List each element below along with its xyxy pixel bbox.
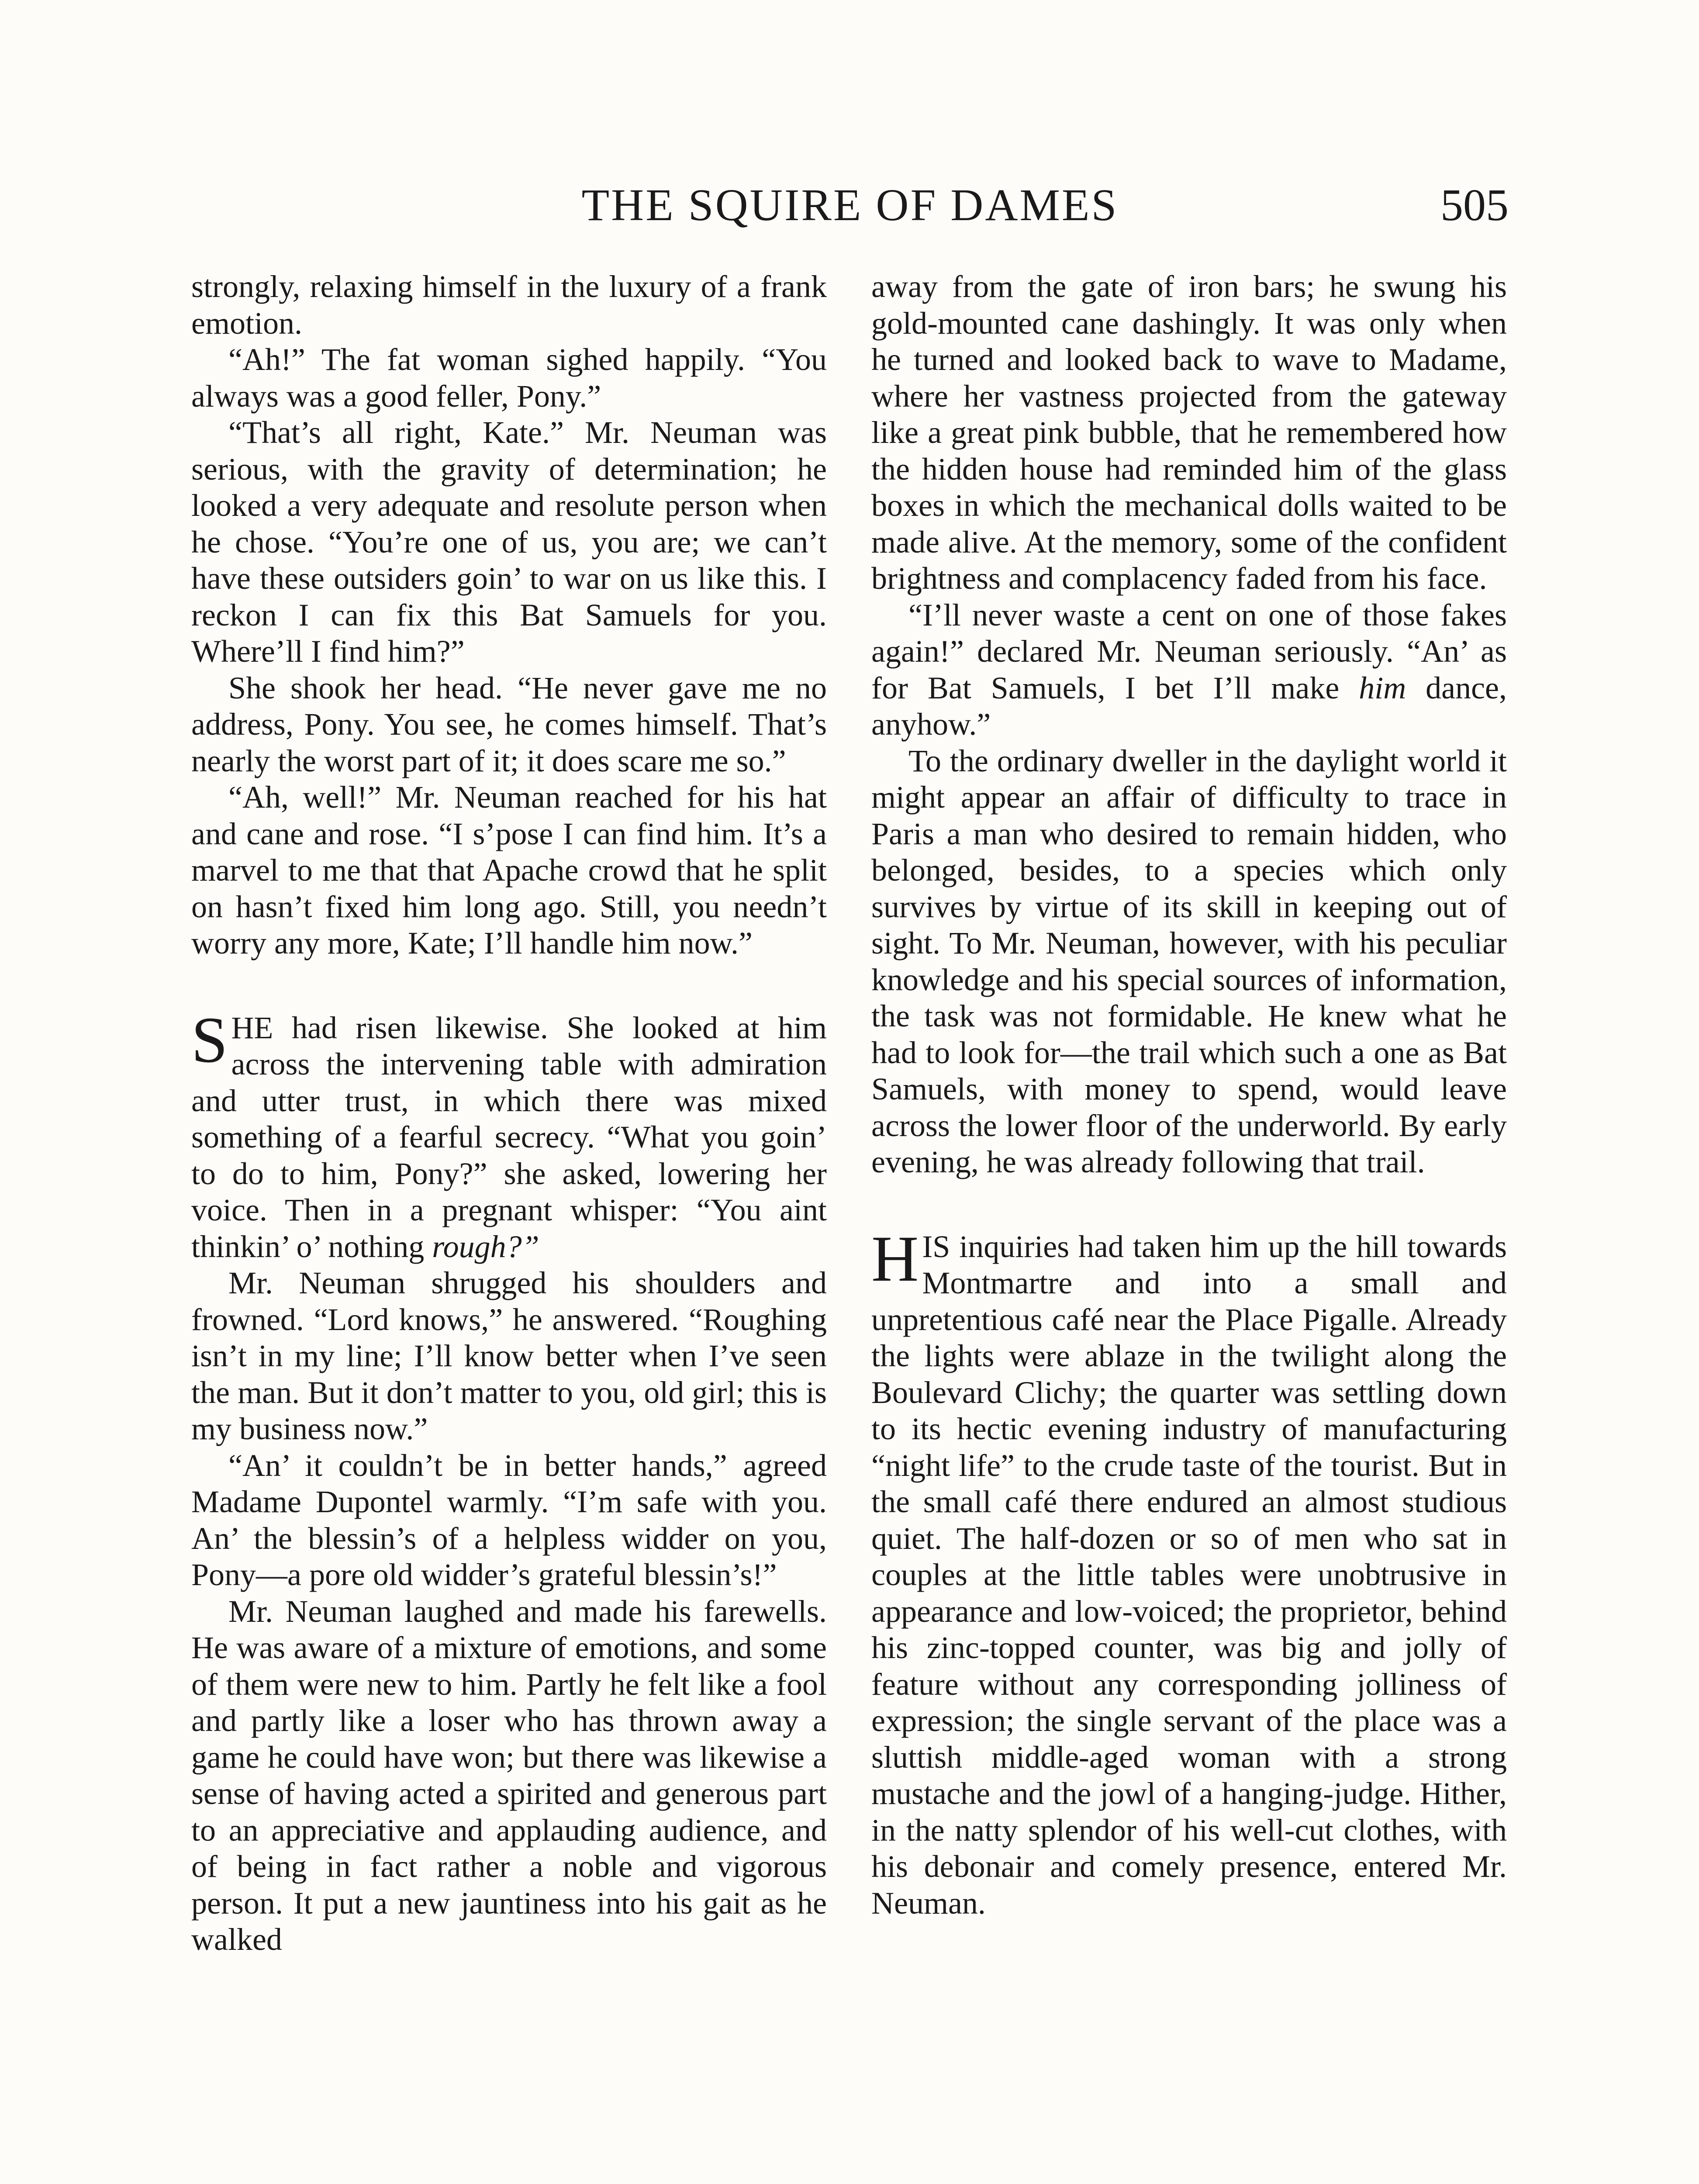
right-column <box>871 269 1507 1921</box>
paragraph: away from the gate of iron bars; he swung his gold-mounted cane dashingly. It was only when he turned and looked back to wave to Madame, where her vastness projected from the gateway like a great pink bubble, that he remembered how the hidden house had reminded him of the glass boxes in which the mechanical dolls waited to be made alive. At the memory, some of the confident brightness and complacency faded from his face. <box>871 269 1507 596</box>
paragraph-text: HE had risen likewise. She looked at him across the intervening table with admiration and utter trust, in which there was mixed something of a fearful secrecy. “What you goin’ to do to him, Pony?” she asked, lowering her voice. Then in a pregnant whisper: “You aint thinkin’ o’ nothing <box>191 1010 827 1264</box>
italic-text: him <box>1359 670 1406 705</box>
paragraph <box>871 597 1507 743</box>
paragraph: Mr. Neuman shrugged his shoulders and frowned. “Lord knows,” he answered. “Roughing isn’t in my line; I’ll know better when I’ve seen the man. But it don’t matter to you, old girl; this is my business now.” <box>191 1265 827 1446</box>
paragraph-text: IS inquiries had taken him up the hill towards Montmartre and into a small and unpretentious café near the Place Pigalle. Already the lights were ablaze in the twilight along the Boulevard Clichy; the quarter was settling down to its hectic evening industry of manufacturing “night life” to the crude taste of the tourist. But in the small café there endured an almost studious quiet. The half-dozen or so of men who sat in couples at the little tables were unobtrusive in appearance and low-voiced; the proprietor, behind his zinc-topped counter, was big and jolly of feature without any corresponding jolliness of expression; the single servant of the place was a sluttish middle-aged woman with a strong mustache and the jowl of a hanging-judge. Hither, in the natty splendor of his well-cut clothes, with his debonair and comely presence, entered Mr. Neuman. <box>871 1229 1507 1921</box>
section-paragraph <box>871 1222 1507 1922</box>
page-number: 505 <box>1440 180 1509 230</box>
paragraph: “That’s all right, Kate.” Mr. Neuman was serious, with the gravity of determination; he looked a very adequate and resolute person when he chose. “You’re one of us, you are; we can’t have these outsiders goin’ to war on us like this. I reckon I can fix this Bat Samuels for you. Where’ll I find him?” <box>191 415 827 669</box>
paragraph: “Ah, well!” Mr. Neuman reached for his hat and cane and rose. “I s’pose I can find him. It’s a marvel to me that that Apache crowd that he split on hasn’t fixed him long ago. Still, you needn’t worry any more, Kate; I’ll handle him now.” <box>191 780 827 961</box>
paragraph: To the ordinary dweller in the daylight world it might appear an affair of difficulty to trace in Paris a man who desired to remain hidden, who belonged, besides, to a species which only survives by virtue of its skill in keeping out of sight. To Mr. Neuman, however, with his peculiar knowledge and his special sources of information, the task was not formidable. He knew what he had to look for—the trail which such a one as Bat Samuels, with money to spend, would leave across the lower floor of the underworld. By early evening, he was already following that trail. <box>871 743 1507 1179</box>
italic-text: rough?” <box>432 1229 539 1264</box>
paragraph: She shook her head. “He never gave me no address, Pony. You see, he comes himself. That’s nearly the worst part of it; it does scare me so.” <box>191 670 827 778</box>
left-column <box>191 269 827 1958</box>
section-paragraph <box>191 1003 827 1265</box>
paragraph: “Ah!” The fat woman sighed happily. “You always was a good feller, Pony.” <box>191 342 827 414</box>
drop-cap: S <box>191 1003 228 1076</box>
running-title: THE SQUIRE OF DAMES <box>581 180 1119 230</box>
running-head <box>191 175 1509 236</box>
paragraph: Mr. Neuman laughed and made his farewells. He was aware of a mixture of emotions, and some of them were new to him. Partly he felt like a fool and partly like a loser who has thrown away a game he could have won; but there was likewise a sense of having acted a spirited and generous part to an appreciative and applauding audience, and of being in fact rather a noble and vigorous person. It put a new jauntiness into his gait as he walked <box>191 1593 827 1957</box>
drop-cap: H <box>871 1222 919 1295</box>
paragraph: “An’ it couldn’t be in better hands,” agreed Madame Dupontel warmly. “I’m safe with you. An’ the blessin’s of a helpless widder on you, Pony—a pore old widder’s grateful blessin’s!” <box>191 1448 827 1592</box>
paragraph-text: “I’ll never waste a cent on one of those fakes again!” declared Mr. Neuman seriously. “An’ as for Bat Samuels, I bet I’ll make <box>871 597 1507 705</box>
paragraph: strongly, relaxing himself in the luxury of a frank emotion. <box>191 269 827 341</box>
paragraph-text: dance, anyhow.” <box>871 670 1507 742</box>
